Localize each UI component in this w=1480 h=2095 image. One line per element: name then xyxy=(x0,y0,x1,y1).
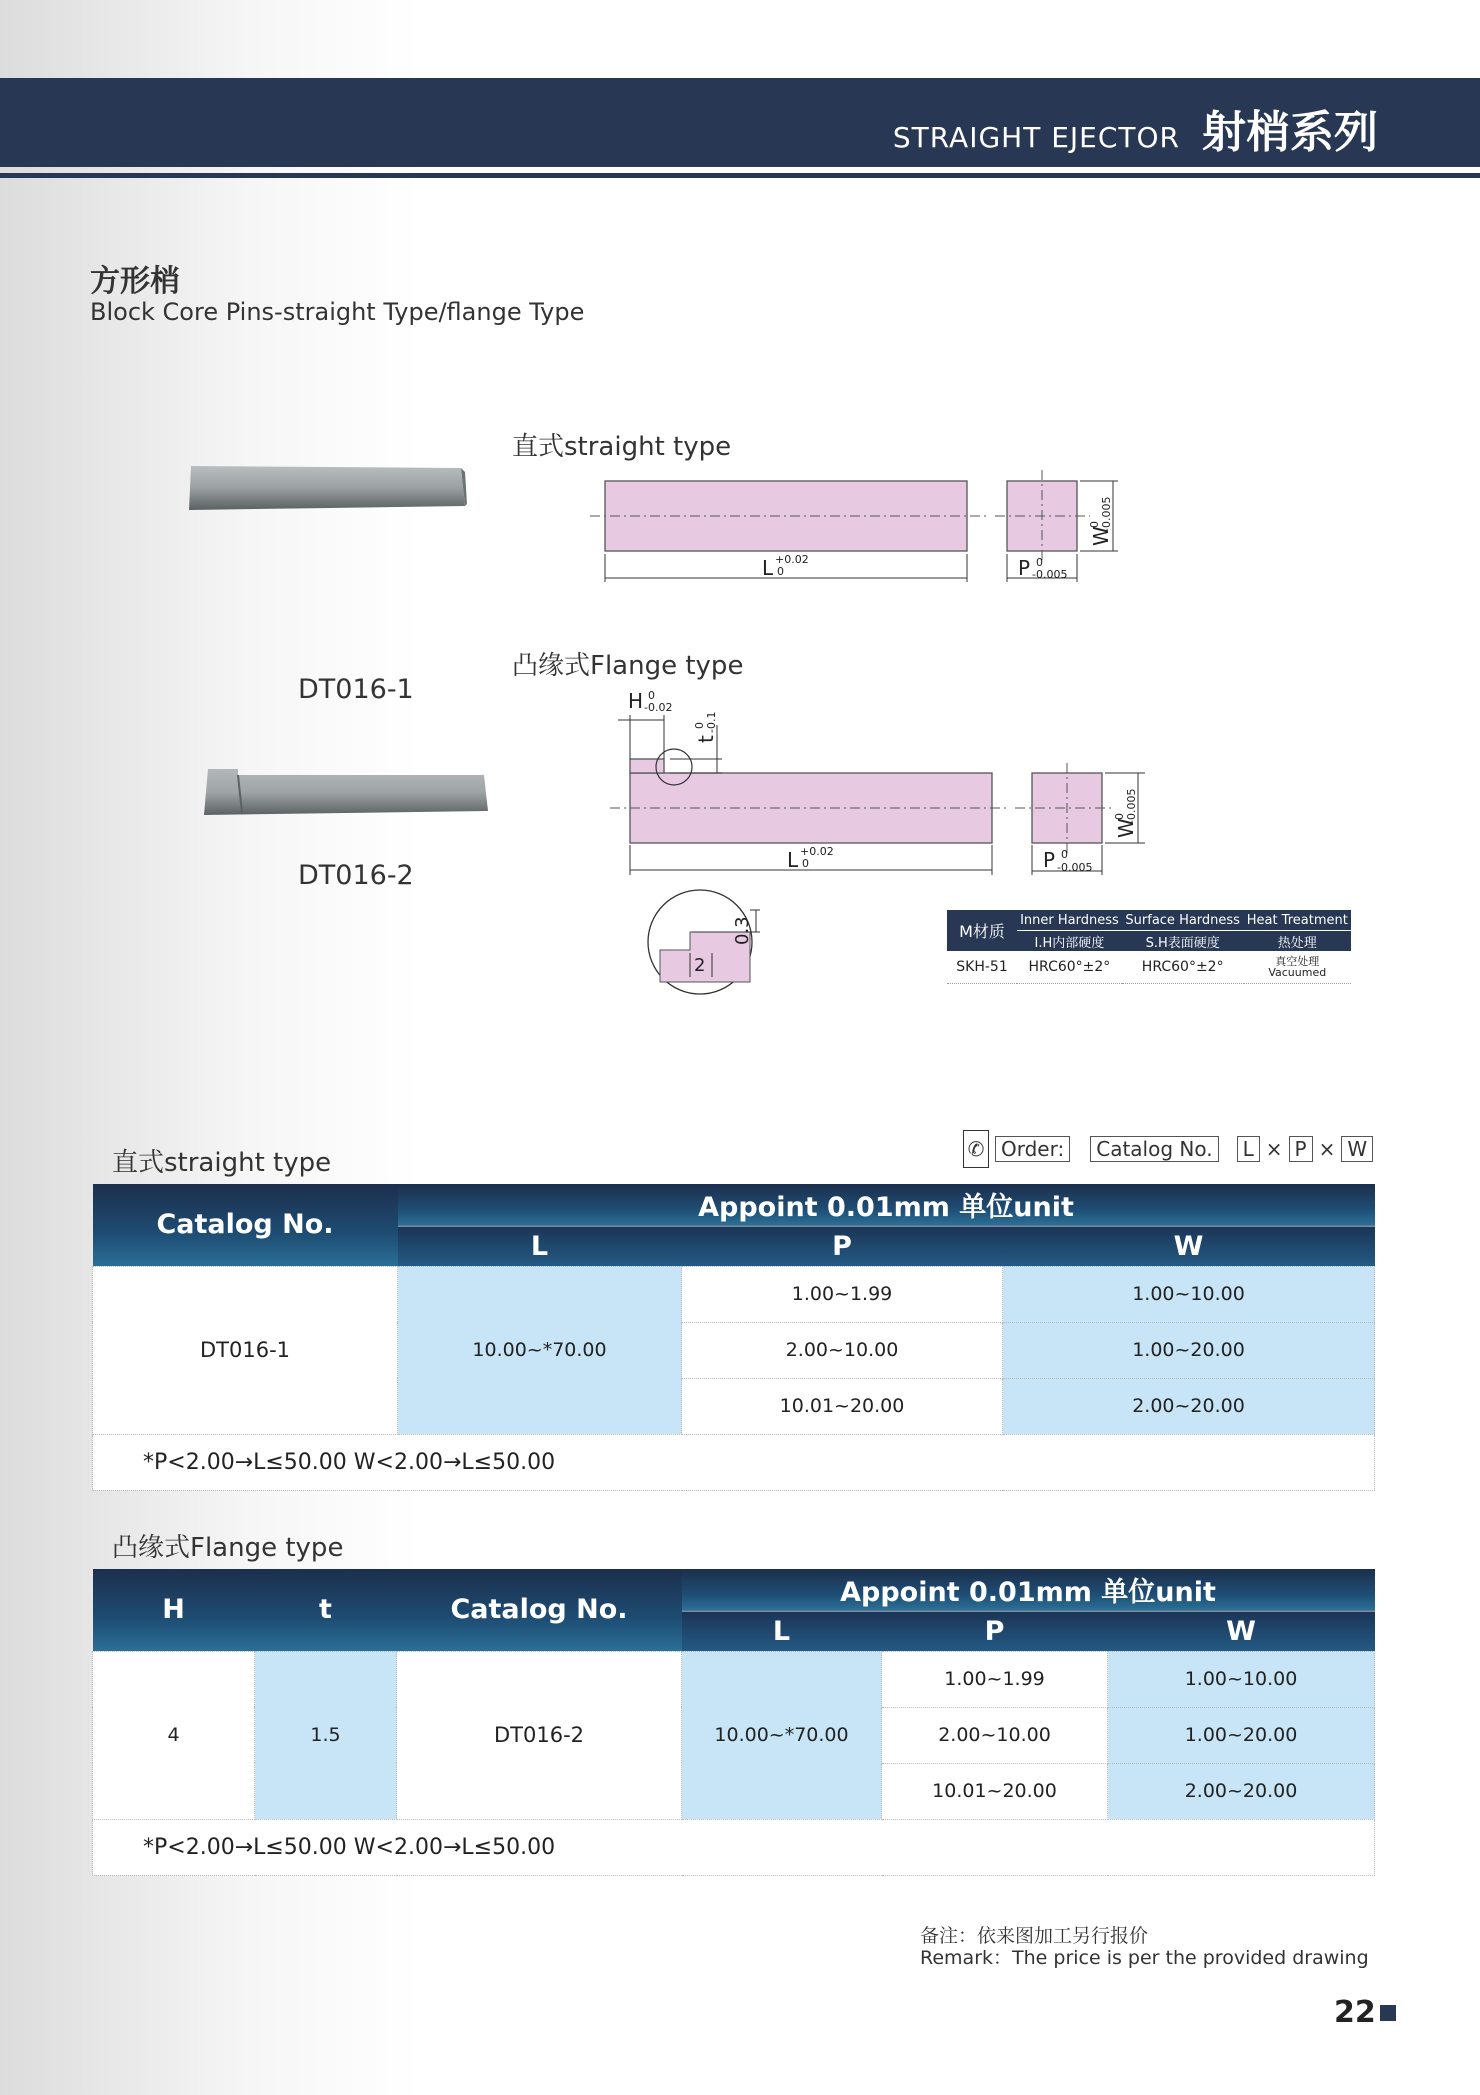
flange-type-label: 凸缘式Flange type xyxy=(512,651,744,681)
remark-en: Remark：The price is per the provided drawing xyxy=(920,1947,1369,1969)
flange-P-cell: 2.00~10.00 xyxy=(882,1707,1108,1763)
header-rule xyxy=(0,173,1480,178)
svg-text:0: 0 xyxy=(802,857,809,870)
flange-header-W: W xyxy=(1108,1611,1375,1651)
straight-header-P: P xyxy=(682,1226,1003,1266)
flange-P-cell: 10.01~20.00 xyxy=(882,1763,1108,1819)
straight-header-catalog: Catalog No. xyxy=(93,1184,398,1266)
svg-text:-0.02: -0.02 xyxy=(644,701,673,714)
flange-table-note: *P<2.00→L≤50.00 W<2.00→L≤50.00 xyxy=(93,1819,1375,1875)
flange-W-cell: 2.00~20.00 xyxy=(1108,1763,1375,1819)
svg-text:0: 0 xyxy=(777,565,784,578)
part-code-dt016-2: DT016-2 xyxy=(298,860,414,891)
svg-text:-0.1: -0.1 xyxy=(705,711,718,733)
flange-header-H: H xyxy=(93,1569,255,1651)
flange-header-catalog: Catalog No. xyxy=(397,1569,682,1651)
flange-table-title: 凸缘式Flange type xyxy=(112,1533,344,1563)
svg-text:-0.005: -0.005 xyxy=(1125,788,1138,824)
flange-header-L: L xyxy=(682,1611,882,1651)
order-format xyxy=(963,1130,1373,1168)
section-title-en: Block Core Pins-straight Type/flange Type xyxy=(90,298,585,326)
heat-treatment-value: 真空处理 Vacuumed xyxy=(1268,955,1327,979)
svg-text:-0.005: -0.005 xyxy=(1032,568,1068,581)
flange-dim-W: W xyxy=(1114,818,1138,838)
material-header-surface-en: Surface Hardness xyxy=(1122,910,1244,931)
flange-W-cell: 1.00~10.00 xyxy=(1108,1651,1375,1707)
header-title xyxy=(893,96,1378,160)
flange-header-t: t xyxy=(255,1569,397,1651)
straight-P-cell: 2.00~10.00 xyxy=(682,1322,1003,1378)
material-header-heat-cn: 热处理 xyxy=(1244,931,1351,952)
header-title-cn: 射梢系列 xyxy=(1202,107,1378,158)
straight-spec-table xyxy=(92,1184,1375,1491)
straight-type-label: 直式straight type xyxy=(512,432,732,462)
straight-type-drawing xyxy=(590,470,1130,590)
page-number: 22 xyxy=(1334,1995,1396,2030)
section-title-cn: 方形梢 xyxy=(90,264,180,299)
remark-cn: 备注：依来图加工另行报价 xyxy=(920,1925,1149,1947)
svg-text:0: 0 xyxy=(1088,521,1101,528)
svg-text:0: 0 xyxy=(648,689,655,702)
inner-hardness-value: HRC60°±2° xyxy=(1028,959,1111,975)
detail-dim-0.3: 0.3 xyxy=(732,916,753,945)
flange-dim-P: P xyxy=(1043,848,1056,872)
straight-dim-W: W xyxy=(1089,526,1113,546)
straight-header-appoint: Appoint 0.01mm 单位unit xyxy=(398,1184,1375,1226)
flange-catalog-cell: DT016-2 xyxy=(397,1651,682,1819)
flange-dim-H: H xyxy=(628,689,644,713)
straight-table-title: 直式straight type xyxy=(112,1148,332,1178)
straight-W-cell: 2.00~20.00 xyxy=(1003,1378,1375,1434)
svg-text:0: 0 xyxy=(693,722,706,729)
straight-W-cell: 1.00~10.00 xyxy=(1003,1266,1375,1322)
svg-text:0: 0 xyxy=(1113,813,1126,820)
straight-P-cell: 1.00~1.99 xyxy=(682,1266,1003,1322)
straight-table-note: *P<2.00→L≤50.00 W<2.00→L≤50.00 xyxy=(93,1434,1375,1490)
flange-dim-t: t xyxy=(694,735,718,743)
straight-header-L: L xyxy=(398,1226,682,1266)
straight-pin-photo xyxy=(185,460,470,520)
straight-header-W: W xyxy=(1003,1226,1375,1266)
table-row xyxy=(93,1651,1375,1707)
svg-text:+0.02: +0.02 xyxy=(775,553,809,566)
svg-text:-0.005: -0.005 xyxy=(1057,861,1093,874)
surface-hardness-value: HRC60°±2° xyxy=(1141,959,1224,975)
flange-header-P: P xyxy=(882,1611,1108,1651)
straight-P-cell: 10.01~20.00 xyxy=(682,1378,1003,1434)
flange-L-cell: 10.00~*70.00 xyxy=(682,1707,882,1763)
part-code-dt016-1: DT016-1 xyxy=(298,674,414,705)
order-catalog-box: Catalog No. xyxy=(1090,1136,1218,1162)
material-header-inner-en: Inner Hardness xyxy=(1017,910,1122,931)
phone-icon: ✆ xyxy=(963,1130,989,1168)
straight-dim-L: L xyxy=(762,556,774,580)
order-P-box: P xyxy=(1289,1136,1313,1162)
detail-dim-2: 2 xyxy=(694,955,706,976)
page-marker-square xyxy=(1380,2005,1396,2021)
order-W-box: W xyxy=(1341,1136,1373,1162)
order-label: Order: xyxy=(995,1136,1070,1162)
flange-t-cell: 1.5 xyxy=(255,1651,397,1819)
material-value: SKH-51 xyxy=(956,959,1008,975)
svg-text:0: 0 xyxy=(1036,556,1043,569)
straight-W-cell: 1.00~20.00 xyxy=(1003,1322,1375,1378)
flange-header-appoint: Appoint 0.01mm 单位unit xyxy=(682,1569,1375,1611)
material-header-surface-cn: S.H表面硬度 xyxy=(1122,931,1244,952)
svg-text:-0.005: -0.005 xyxy=(1100,496,1113,532)
flange-W-cell: 1.00~20.00 xyxy=(1108,1707,1375,1763)
material-header-inner-cn: I.H内部硬度 xyxy=(1017,931,1122,952)
straight-dim-P: P xyxy=(1018,556,1031,580)
order-times-2: × xyxy=(1318,1137,1336,1161)
straight-catalog-cell: DT016-1 xyxy=(93,1266,398,1434)
flange-P-cell: 1.00~1.99 xyxy=(882,1651,1108,1707)
flange-pin-photo xyxy=(198,763,493,825)
header-title-en: STRAIGHT EJECTOR xyxy=(892,121,1180,154)
flange-dim-L: L xyxy=(787,848,799,872)
material-header-m: M材质 xyxy=(947,910,1017,951)
flange-H-cell: 4 xyxy=(93,1651,255,1819)
material-header-heat-en: Heat Treatment xyxy=(1244,910,1351,931)
order-times-1: × xyxy=(1265,1137,1283,1161)
order-L-box: L xyxy=(1237,1136,1260,1162)
material-table xyxy=(947,910,1351,984)
svg-text:+0.02: +0.02 xyxy=(800,845,834,858)
straight-L-cell: 10.00~*70.00 xyxy=(398,1322,682,1378)
svg-text:0: 0 xyxy=(1061,848,1068,861)
table-row xyxy=(93,1266,1375,1322)
remark xyxy=(920,1925,1369,1969)
flange-spec-table xyxy=(92,1569,1375,1876)
